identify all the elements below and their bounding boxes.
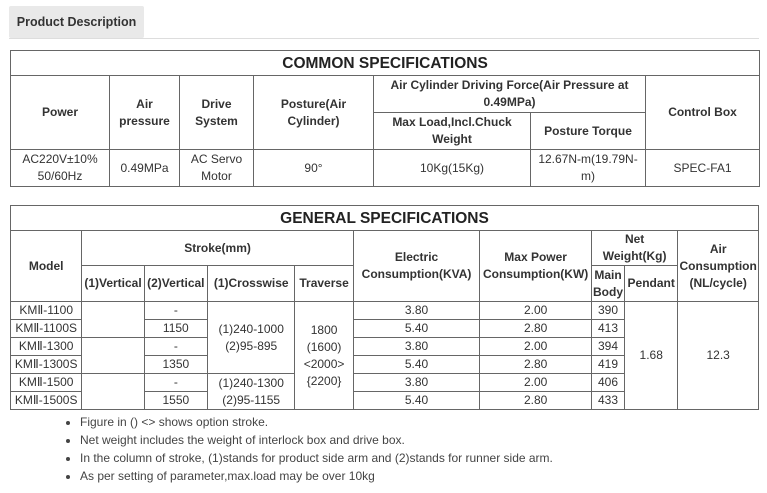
value-max-load: 10Kg(15Kg) (374, 150, 531, 187)
crosswise-cell: (1)240-1300 (2)95-1155 (207, 374, 294, 410)
vertical-2-cell: 1350 (144, 356, 207, 374)
header-electric: Electric Consumption(KVA) (353, 231, 480, 302)
model-cell: KMⅡ-1300 (11, 338, 82, 356)
electric-cell: 3.80 (353, 338, 480, 356)
header-pendant: Pendant (625, 266, 678, 302)
header-max-load: Max Load,Incl.Chuck Weight (374, 113, 531, 150)
max-power-cell: 2.00 (480, 302, 592, 320)
vertical-2-cell: 1550 (144, 392, 207, 410)
main-body-cell: 390 (591, 302, 624, 320)
vertical-2-cell: - (144, 338, 207, 356)
note-item: • Figure in () <> shows option stroke. (80, 413, 553, 431)
vertical-1-cell (82, 374, 144, 410)
vertical-2-cell: - (144, 374, 207, 392)
vertical-2-cell: 1150 (144, 320, 207, 338)
value-control-box: SPEC-FA1 (646, 150, 760, 187)
max-power-cell: 2.00 (480, 338, 592, 356)
max-power-cell: 2.80 (480, 356, 592, 374)
electric-cell: 3.80 (353, 302, 480, 320)
header-drive-system: Drive System (180, 76, 254, 150)
model-cell: KMⅡ-1100 (11, 302, 82, 320)
electric-cell: 5.40 (353, 392, 480, 410)
header-air-consumption: Air Consumption (NL/cycle) (678, 231, 759, 302)
vertical-1-cell (82, 302, 144, 338)
value-air-pressure: 0.49MPa (110, 150, 180, 187)
main-body-cell: 413 (591, 320, 624, 338)
electric-cell: 5.40 (353, 320, 480, 338)
pendant-cell: 1.68 (625, 302, 678, 410)
vertical-2-cell: - (144, 302, 207, 320)
header-driving-force: Air Cylinder Driving Force(Air Pressure at 0.49MPa) (374, 76, 646, 113)
header-power: Power (11, 76, 110, 150)
vertical-1-cell (82, 338, 144, 374)
electric-cell: 3.80 (353, 374, 480, 392)
note-item: • As per setting of parameter,max.load may be over 10kg (80, 467, 553, 485)
header-crosswise: (1)Crosswise (207, 266, 294, 302)
model-cell: KMⅡ-1300S (11, 356, 82, 374)
general-specifications-table (10, 205, 759, 410)
max-power-cell: 2.80 (480, 320, 592, 338)
header-control-box: Control Box (646, 76, 760, 150)
model-cell: KMⅡ-1100S (11, 320, 82, 338)
tab-divider (9, 38, 759, 39)
notes-list (60, 413, 553, 485)
header-vertical-1: (1)Vertical (82, 266, 144, 302)
model-cell: KMⅡ-1500S (11, 392, 82, 410)
value-drive-system: AC Servo Motor (180, 150, 254, 187)
value-posture: 90° (254, 150, 374, 187)
header-posture-torque: Posture Torque (531, 113, 646, 150)
model-cell: KMⅡ-1500 (11, 374, 82, 392)
header-model: Model (11, 231, 82, 302)
value-posture-torque: 12.67N-m(19.79N-m) (531, 150, 646, 187)
crosswise-cell: (1)240-1000 (2)95-895 (207, 302, 294, 374)
product-description-tab[interactable]: Product Description (9, 6, 144, 38)
main-body-cell: 406 (591, 374, 624, 392)
header-traverse: Traverse (295, 266, 353, 302)
main-body-cell: 419 (591, 356, 624, 374)
header-max-power: Max Power Consumption(KW) (480, 231, 592, 302)
general-title: GENERAL SPECIFICATIONS (11, 206, 759, 231)
main-body-cell: 433 (591, 392, 624, 410)
air-consumption-cell: 12.3 (678, 302, 759, 410)
header-air-pressure: Air pressure (110, 76, 180, 150)
header-stroke: Stroke(mm) (82, 231, 353, 266)
electric-cell: 5.40 (353, 356, 480, 374)
common-specifications-table (10, 50, 760, 187)
max-power-cell: 2.80 (480, 392, 592, 410)
max-power-cell: 2.00 (480, 374, 592, 392)
note-item: • Net weight includes the weight of interlock box and drive box. (80, 431, 553, 449)
value-power: AC220V±10% 50/60Hz (11, 150, 110, 187)
header-main-body: Main Body (591, 266, 624, 302)
traverse-cell: 1800 (1600) <2000> {2200} (295, 302, 353, 410)
note-item: • In the column of stroke, (1)stands for product side arm and (2)stands for runner side arm. (80, 449, 553, 467)
common-title: COMMON SPECIFICATIONS (11, 51, 760, 76)
main-body-cell: 394 (591, 338, 624, 356)
header-net-weight: Net Weight(Kg) (591, 231, 677, 266)
header-posture: Posture(Air Cylinder) (254, 76, 374, 150)
header-vertical-2: (2)Vertical (144, 266, 207, 302)
